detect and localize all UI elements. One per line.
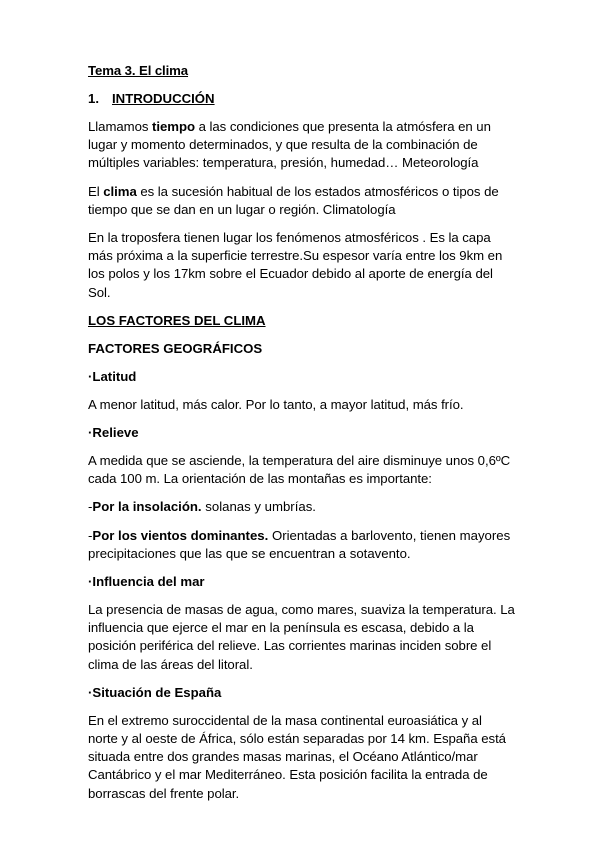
section-number: 1.	[88, 91, 99, 106]
emphasized-term: Por los vientos dominantes.	[92, 527, 269, 543]
page-title: Tema 3. El clima	[88, 63, 189, 78]
emphasized-term: clima	[103, 183, 137, 199]
factor-label: Latitud	[92, 368, 137, 384]
paragraph	[88, 712, 515, 803]
paragraph	[88, 452, 515, 488]
factor-bullet-heading	[88, 573, 515, 591]
paragraph	[88, 396, 515, 414]
text-run: A medida que se asciende, la temperatura del aire disminuye unos 0,6ºC cada 100 m. La orientación de las montañas es importante:	[88, 453, 511, 487]
section-list	[88, 90, 515, 108]
factor-items	[88, 368, 515, 803]
text-run: Llamamos	[88, 119, 153, 134]
factor-bullet-heading	[88, 684, 515, 702]
paragraph	[88, 183, 515, 219]
factor-label: Relieve	[92, 425, 139, 441]
text-run: Orientadas a barlovento, tienen mayores precipitaciones que las que se encuentran a sotavento.	[88, 527, 511, 561]
bullet-icon: ·	[88, 368, 93, 384]
factor-detail-paragraph	[88, 498, 515, 516]
bullet-icon: ·	[88, 574, 93, 590]
text-run: A menor latitud, más calor. Por lo tanto, a mayor latitud, más frío.	[88, 396, 464, 412]
factor-detail-paragraph	[88, 527, 515, 563]
dash-marker: -	[88, 527, 93, 543]
factors-heading: LOS FACTORES DEL CLIMA	[88, 312, 266, 328]
bullet-icon: ·	[88, 425, 93, 441]
factor-label: Influencia del mar	[92, 574, 205, 590]
emphasized-term: Por la insolación.	[92, 499, 202, 515]
text-run: es la sucesión habitual de los estados atmosféricos o tipos de tiempo que se dan en un lugar o región. Climatología	[88, 183, 499, 217]
paragraph	[88, 229, 515, 302]
paragraph	[88, 118, 515, 173]
text-run: solanas y umbrías.	[201, 499, 316, 515]
bullet-icon: ·	[88, 684, 93, 700]
paragraph	[88, 601, 515, 674]
text-run: En el extremo suroccidental de la masa continental euroasiática y al norte y al oeste de África, sólo están separadas por 14 km. España está situada entre dos grandes masas marinas, el Océano Atlántico/mar Cantábrico y el mar Mediterráneo. Esta posición facilita la entrada de borrascas del frente polar.	[88, 712, 506, 801]
section-heading-introduccion	[88, 90, 515, 108]
text-run: a las condiciones que presenta la atmósfera en un lugar y momento determinados, y que resulta de la combinación de múltiples variables: temperatura, presión, humedad… Meteorología	[88, 119, 491, 171]
dash-marker: -	[88, 499, 93, 515]
text-run: En la troposfera tienen lugar los fenómenos atmosféricos . Es la capa más próxima a la superficie terrestre.Su espesor varía entre los 9km en los polos y los 17km sobre el Ecuador debido al aporte de energía del Sol.	[88, 230, 503, 300]
factor-bullet-heading	[88, 424, 515, 442]
factor-bullet-heading	[88, 368, 515, 386]
text-run: El	[88, 183, 104, 199]
emphasized-term: tiempo	[152, 119, 195, 134]
geographic-factors-heading: FACTORES GEOGRÁFICOS	[88, 340, 263, 356]
section-heading-label: INTRODUCCIÓN	[112, 91, 215, 106]
intro-paragraphs	[88, 118, 515, 302]
factor-label: Situación de España	[92, 684, 222, 700]
text-run: La presencia de masas de agua, como mares, suaviza la temperatura. La influencia que ejerce el mar en la península es escasa, debido a la posición periférica del relieve. Las corrientes marinas inciden sobre el clima de las áreas del litoral.	[88, 602, 515, 672]
